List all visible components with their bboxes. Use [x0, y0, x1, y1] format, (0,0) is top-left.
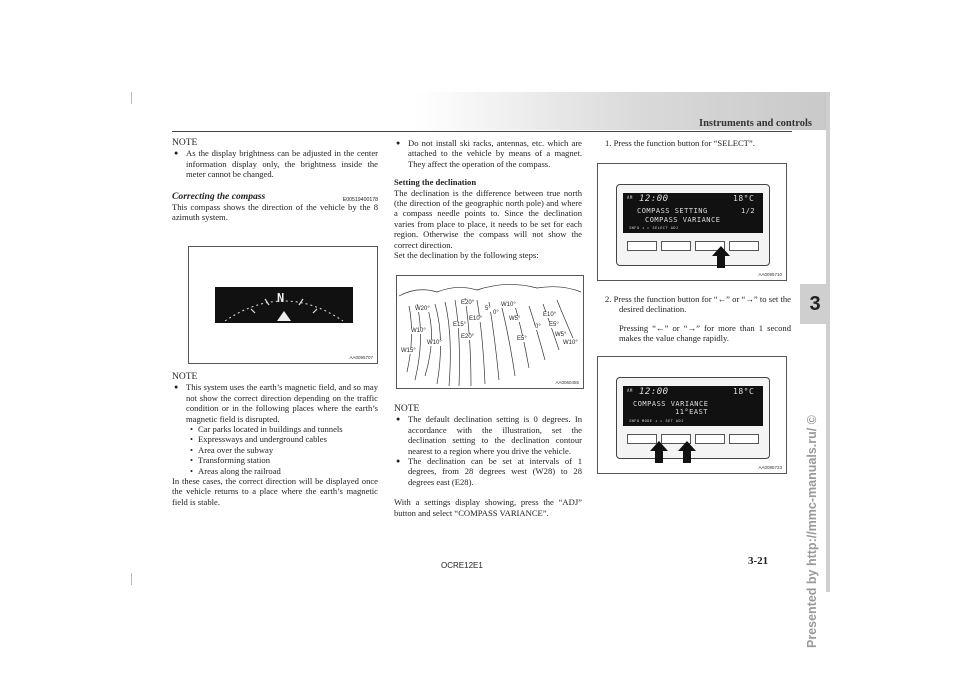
compass-letter: N [277, 291, 285, 305]
function-button[interactable] [729, 434, 759, 444]
map-label: W10° [501, 302, 516, 308]
map-label: E20° [461, 334, 475, 340]
lcd-am: AM [627, 195, 633, 200]
step-1: 1. Press the function button for “SELECT”. [605, 138, 755, 148]
lcd-figure-2 [597, 356, 787, 474]
map-label: E5° [549, 322, 559, 328]
section-heading-row [172, 192, 378, 202]
step-2-note: Pressing “←” or “→” for more than 1 second makes the value change rapidly. [619, 322, 791, 344]
lcd-screen [623, 386, 763, 426]
note-bullet: ● As the display brightness can be adjusted in the center information display only, the brightness inside the meter cannot be changed. [172, 148, 378, 179]
crop-mark [131, 92, 132, 104]
column-1-lower [172, 372, 378, 507]
map-label: W5° [509, 316, 521, 322]
note-heading: NOTE [172, 372, 198, 382]
place-item: • Area over the subway [172, 445, 378, 455]
crop-mark [131, 573, 132, 585]
section-heading: Correcting the compass [172, 190, 266, 202]
figure-code: AA0095723 [758, 465, 782, 470]
map-label: W10° [427, 340, 442, 346]
figure-code: AA0095710 [758, 272, 782, 277]
map-label: E10° [543, 312, 557, 318]
map-label: 5° [485, 306, 491, 312]
function-button[interactable] [661, 241, 691, 251]
lcd-time: 12:00 [639, 387, 669, 397]
column-3 [605, 138, 793, 148]
lcd-row-2: COMPASS VARIANCE [645, 216, 721, 224]
declination-map-figure [396, 275, 584, 389]
map-label: W5° [555, 332, 567, 338]
map-label: E20° [461, 300, 475, 306]
column-2 [394, 138, 582, 260]
map-label: E10° [469, 316, 483, 322]
compass-figure [188, 246, 378, 364]
column-1 [172, 138, 378, 223]
place-item: • Expressways and underground cables [172, 434, 378, 444]
side-rule [826, 92, 830, 592]
header-rule [172, 131, 792, 132]
function-button[interactable] [729, 241, 759, 251]
function-button[interactable] [627, 241, 657, 251]
lcd-screen [623, 193, 763, 233]
section-code: E00519400178 [342, 196, 378, 203]
map-label: E5° [517, 336, 527, 342]
note-heading: NOTE [394, 404, 420, 414]
lcd-time: 12:00 [639, 194, 669, 204]
place-item: • Car parks located in buildings and tunnels [172, 424, 378, 434]
column-3-mid [605, 294, 791, 344]
doc-code: OCRE12E1 [441, 561, 483, 570]
lcd-figure-1 [597, 163, 787, 281]
step-2: 2. Press the function button for “←” or “→” to set the desired declination. [605, 294, 791, 315]
map-label: W20° [415, 306, 430, 312]
map-label: 0° [535, 324, 541, 330]
warning-bullet: ● Do not install ski racks, antennas, etc. which are attached to the vehicle by means of a magnet. They affect the operation of the compass. [394, 138, 582, 169]
place-item: • Transforming station [172, 455, 378, 465]
map-label: E15° [453, 322, 467, 328]
closing-text: In these cases, the correct direction will be displayed once the vehicle returns to a place where the earth’s magnetic field is stable. [172, 476, 378, 507]
map-label: W10° [411, 328, 426, 334]
lcd-row-2: 11°EAST [675, 408, 709, 416]
lcd-buttons: INFO MODE ◂ ▸ SET ADJ [629, 419, 684, 423]
lcd-temp: 18°C [733, 387, 755, 396]
up-arrow-icon [712, 246, 730, 268]
section-title: Instruments and controls [699, 118, 812, 129]
column-2-lower [394, 404, 582, 518]
lcd-am: AM [627, 388, 633, 393]
watermark: Presented by http://mmc-manuals.ru/ © [805, 415, 819, 648]
note-heading: NOTE [172, 138, 198, 148]
map-label: W15° [401, 348, 416, 354]
audio-panel [616, 184, 770, 266]
figure-code: AA0060455 [555, 380, 579, 385]
lcd-buttons: INFO ◂ ▸ SELECT ADJ [629, 226, 679, 230]
meter-display [215, 287, 353, 323]
setting-body: The declination is the difference between true north (the direction of the geographic north pole) and where a compass needle points to. Since the declination varies from place to place, it needs to be set for each region. Otherwise the compass will not show the correct direction. [394, 187, 582, 250]
map-label: 0° [493, 310, 499, 316]
lcd-temp: 18°C [733, 194, 755, 203]
closing-text: With a settings display showing, press the “ADJ” button and select “COMPASS VARIANCE”. [394, 497, 582, 518]
setting-heading: Setting the declination [394, 177, 477, 188]
map-label: W10° [563, 340, 578, 346]
note-bullet: ● The declination can be set at intervals of 1 degrees, from 28 degrees west (W28) to 28 degrees east (E28). [394, 456, 582, 487]
up-arrow-icon [678, 441, 696, 463]
up-arrow-icon [650, 441, 668, 463]
lcd-row-1: COMPASS VARIANCE [633, 400, 709, 408]
function-button[interactable] [695, 434, 725, 444]
place-item: • Areas along the railroad [172, 466, 378, 476]
note-bullet: ● This system uses the earth’s magnetic field, and so may not show the correct direction depending on the traffic condition or in the following places where the earth’s magnetic field is disrupted. [172, 382, 378, 424]
setting-steps: Set the declination by the following steps: [394, 250, 539, 261]
chapter-tab: 3 [800, 284, 830, 324]
page-number: 3-21 [748, 555, 769, 567]
note-bullet: ● The default declination setting is 0 degrees. In accordance with the illustration, set the declination setting to the declination contour nearest to a region where you drive the vehicle. [394, 414, 582, 456]
button-row [627, 241, 759, 251]
figure-code: AA0095707 [349, 355, 373, 360]
intro-text: This compass shows the direction of the vehicle by the 8 azimuth system. [172, 202, 378, 223]
lcd-row-1: COMPASS SETTING [637, 207, 708, 215]
lcd-page: 1/2 [741, 207, 756, 215]
